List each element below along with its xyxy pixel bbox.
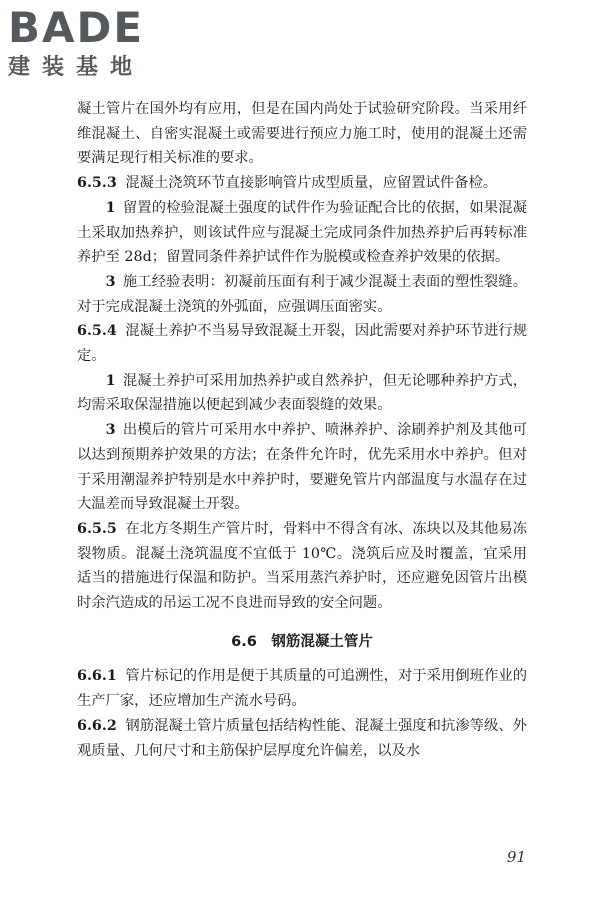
item-number: 3 — [105, 422, 116, 439]
section-heading-6-6 — [77, 630, 527, 655]
clause-6-5-4-item-3 — [77, 418, 527, 517]
clause-number: 6.5.4 — [77, 323, 117, 340]
clause-number: 6.5.3 — [77, 175, 117, 192]
section-number: 6.6 — [231, 633, 257, 650]
page-number: 91 — [506, 848, 526, 866]
intro-paragraph: 凝土管片在国外均有应用，但是在国内尚处于试验研究阶段。当采用纤维混凝土、自密实混凝土或需要进行预应力施工时，使用的混凝土还需要满足现行相关标准的要求。 — [77, 101, 527, 167]
clause-number: 6.5.5 — [77, 520, 117, 537]
item-text: 混凝土养护可采用加热养护或自然养护，但无论哪种养护方式，均需采取保湿措施以便起到减少表面裂缝的效果。 — [77, 372, 527, 414]
page-body — [77, 97, 527, 763]
clause-text: 混凝土浇筑环节直接影响管片成型质量，应留置试件备检。 — [125, 175, 498, 192]
clause-6-5-4 — [77, 319, 527, 368]
clause-6-5-3-item-3 — [77, 270, 527, 319]
item-text: 施工经验表明：初凝前压面有利于减少混凝土表面的塑性裂缝。对于完成混凝土浇筑的外弧面，应强调压面密实。 — [77, 273, 527, 315]
logo-subtitle: 建装基地 — [8, 55, 145, 80]
clause-6-5-5 — [77, 517, 527, 616]
item-text: 出模后的管片可采用水中养护、喷淋养护、涂刷养护剂及其他可以达到预期养护效果的方法；在条件允许时，优先采用水中养护。但对于采用潮湿养护特别是水中养护时，要避免管片内部温度与水温存在过大温差而导致混凝土开裂。 — [77, 422, 527, 513]
logo-mark: BADE — [8, 3, 145, 52]
clause-6-6-1 — [77, 664, 527, 713]
clause-text: 管片标记的作用是便于其质量的可追溯性，对于采用倒班作业的生产厂家，还应增加生产流水号码。 — [77, 668, 527, 710]
item-number: 1 — [105, 372, 116, 389]
publisher-logo — [8, 3, 178, 90]
clause-number: 6.6.1 — [77, 668, 117, 685]
clause-6-5-3 — [77, 171, 527, 196]
item-number: 1 — [105, 199, 116, 216]
item-text: 留置的检验混凝土强度的试件作为验证配合比的依据，如果混凝土采取加热养护，则该试件应与混凝土完成同条件加热养护后再转标准养护至 28d；留置同条件养护试件作为脱模或检查养护效果的依据。 — [77, 199, 527, 266]
clause-text: 钢筋混凝土管片质量包括结构性能、混凝土强度和抗渗等级、外观质量、几何尺寸和主筋保护层厚度允许偏差，以及水 — [77, 717, 527, 759]
item-number: 3 — [105, 273, 116, 290]
clause-text: 在北方冬期生产管片时，骨料中不得含有冰、冻块以及其他易冻裂物质。混凝土浇筑温度不宜低于 10℃。浇筑后应及时覆盖，宜采用适当的措施进行保温和防护。当采用蒸汽养护时，还应避免因管片出模时余汽造成的吊运工况不良进而导致的安全问题。 — [77, 520, 527, 612]
clause-number: 6.6.2 — [77, 717, 117, 734]
clause-6-5-3-item-1 — [77, 196, 527, 270]
clause-text: 混凝土养护不当易导致混凝土开裂，因此需要对养护环节进行规定。 — [77, 323, 527, 365]
clause-6-6-2 — [77, 714, 527, 763]
clause-6-5-4-item-1 — [77, 369, 527, 418]
section-title: 钢筋混凝土管片 — [271, 633, 373, 650]
